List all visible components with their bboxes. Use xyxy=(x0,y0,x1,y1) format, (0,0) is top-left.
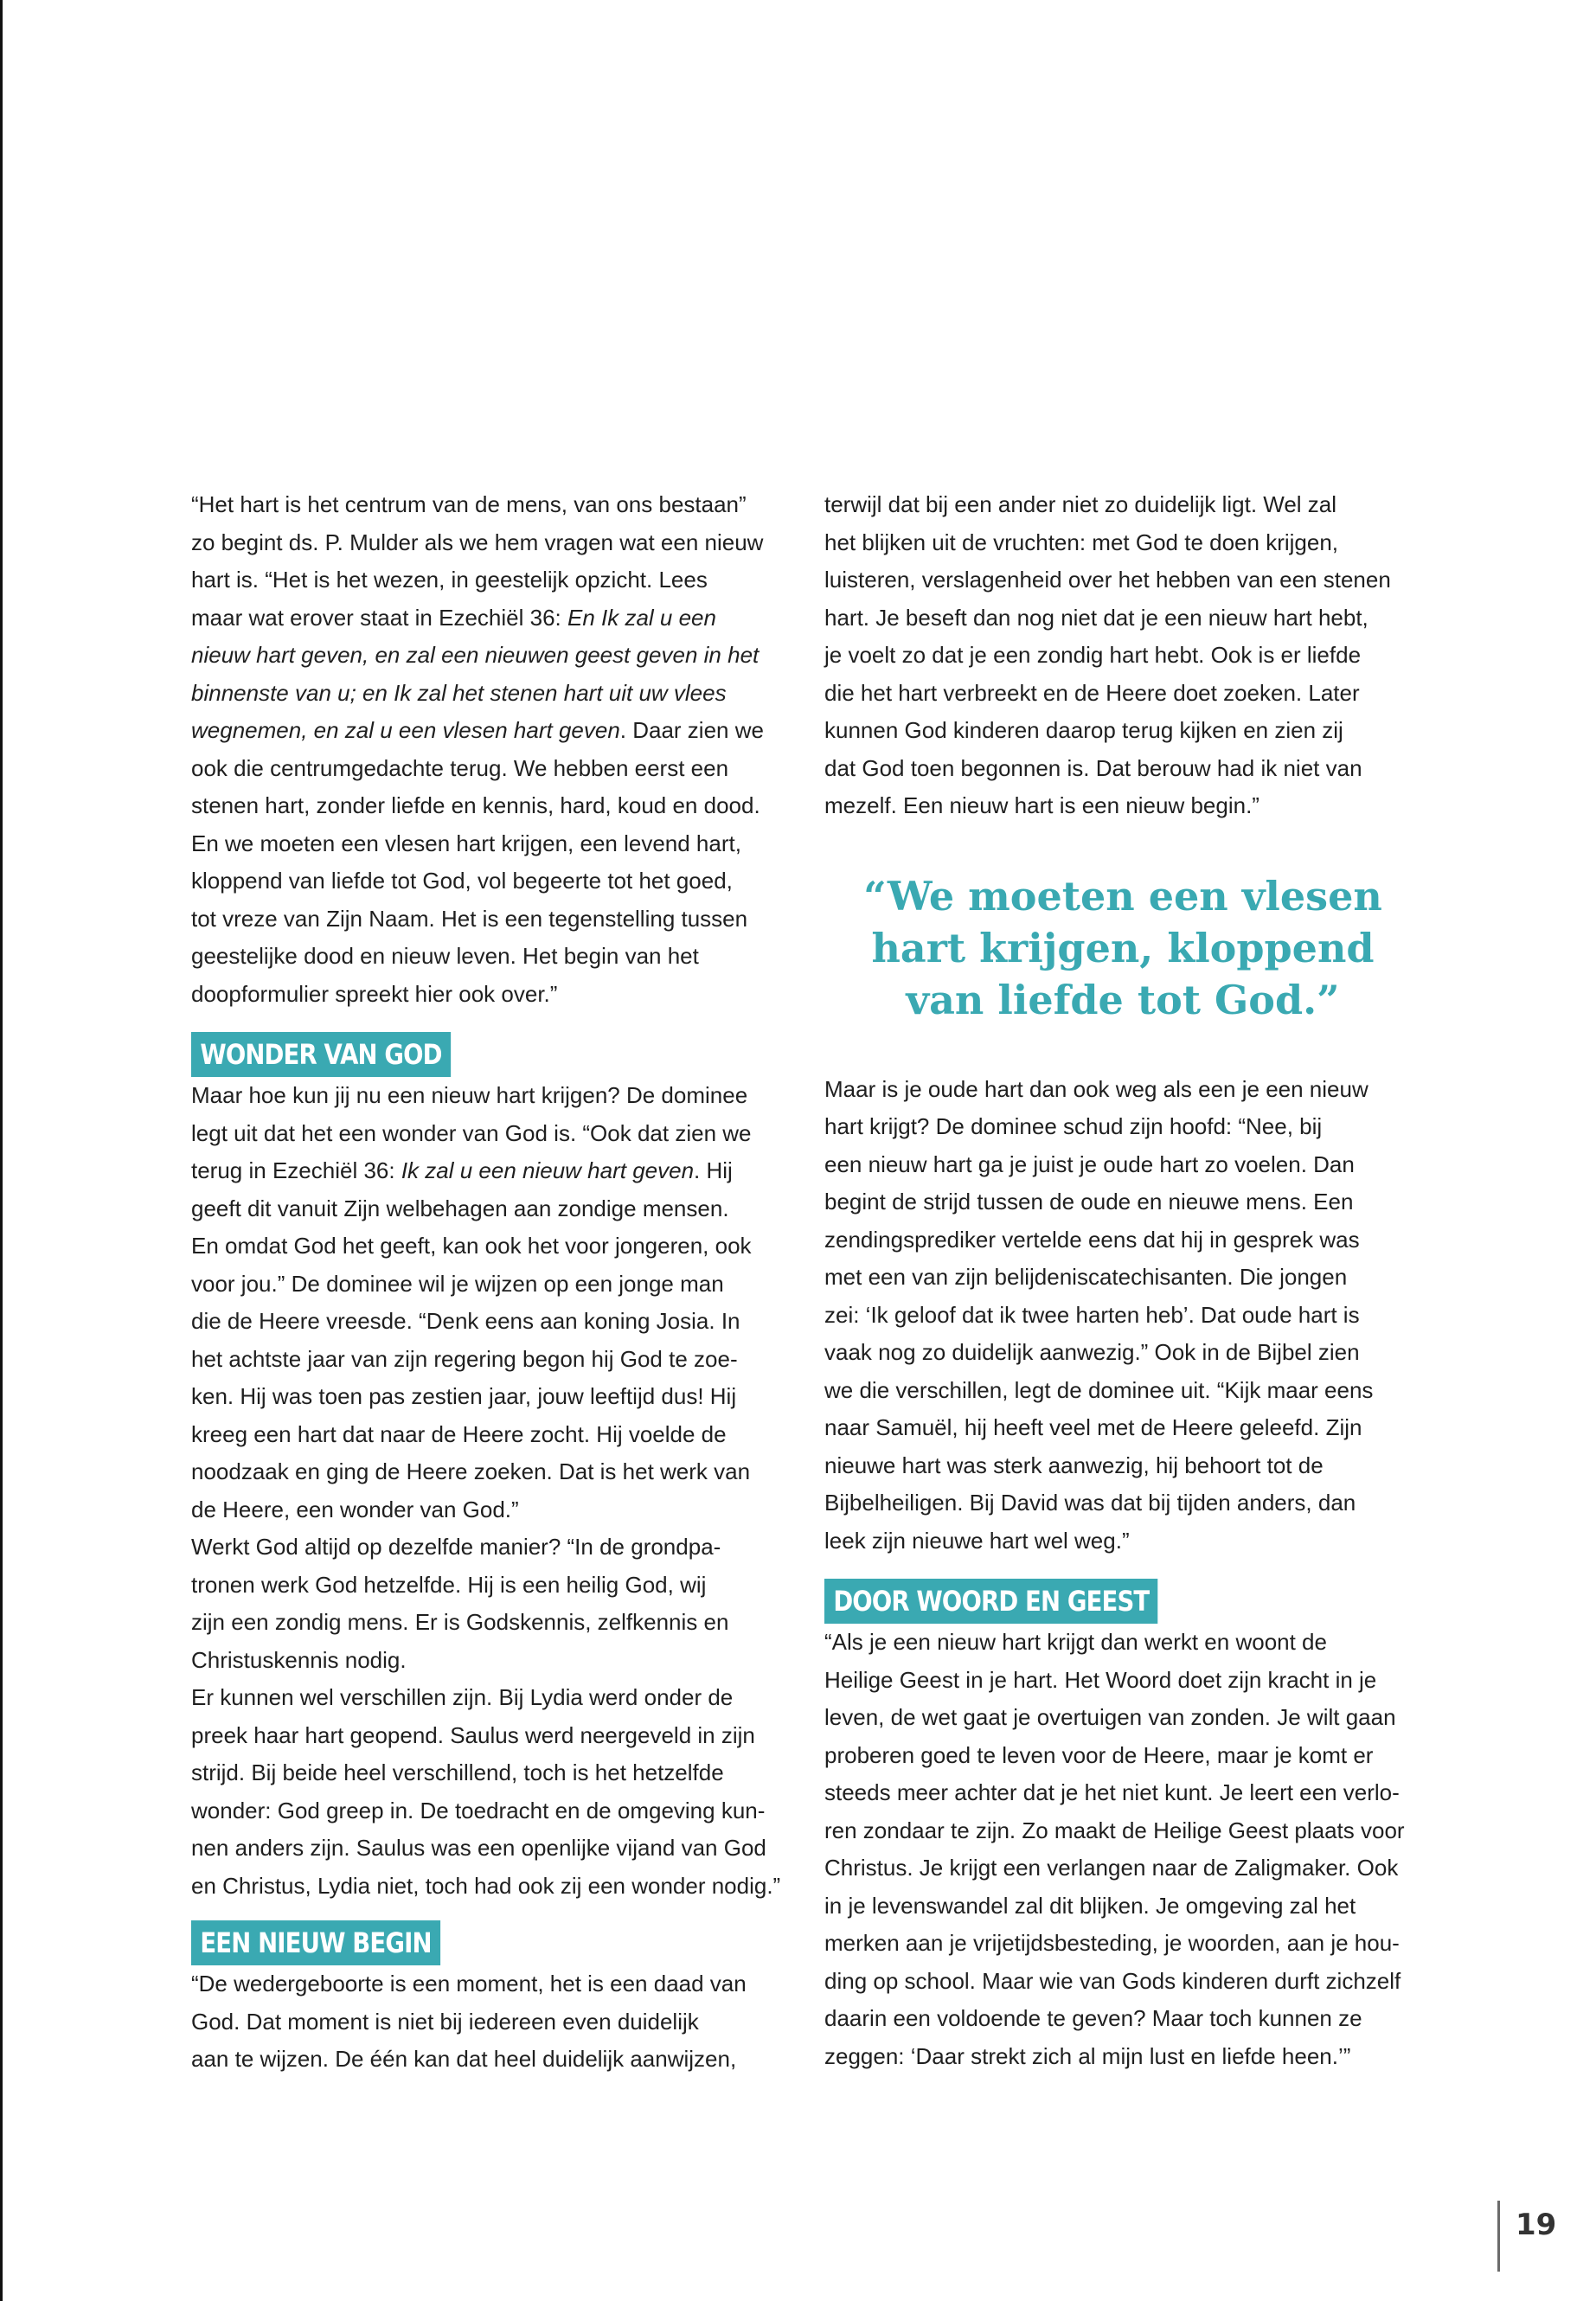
text-line: Christus. Je krijgt een verlangen naar de Zaligmaker. Ook xyxy=(824,1855,1399,1881)
text-line: merken aan je vrijetijdsbesteding, je woorden, aan je hou- xyxy=(824,1930,1400,1956)
scripture-quote: En Ik zal u een xyxy=(567,604,716,631)
text-line: je voelt zo dat je een zondig hart hebt. Ook is er liefde xyxy=(824,642,1362,668)
text-line: in je levenswandel zal dit blijken. Je omgeving zal het xyxy=(824,1892,1356,1919)
text-line: Werkt God altijd op dezelfde manier? “In de grondpa- xyxy=(191,1534,721,1560)
oude-hart-paragraph xyxy=(824,1071,1421,1561)
text-line: die het hart verbreekt en de Heere doet zoeken. Later xyxy=(824,679,1360,706)
left-column xyxy=(191,486,788,2079)
text-line: kunnen God kinderen daarop terug kijken en zien zij xyxy=(824,717,1343,743)
text-line: “Het hart is het centrum van de mens, van ons bestaan” xyxy=(191,491,747,517)
text-line: En omdat God het geeft, kan ook het voor jongeren, ook xyxy=(191,1233,752,1259)
woord-paragraph xyxy=(824,1624,1421,2075)
text-line: “De wedergeboorte is een moment, het is een daad van xyxy=(191,1971,747,1997)
text-line: ding op school. Maar wie van Gods kinderen durft zichzelf xyxy=(824,1967,1401,1994)
text-line: tronen werk God hetzelfde. Hij is een heilig God, wij xyxy=(191,1571,707,1598)
text-line: nen anders zijn. Saulus was een openlijke vijand van God xyxy=(191,1835,766,1861)
pull-quote xyxy=(824,870,1421,1026)
text-line: kloppend van liefde tot God, vol begeerte tot het goed, xyxy=(191,868,733,894)
text-line: zeggen: ‘Daar strekt zich al mijn lust en liefde heen.’” xyxy=(824,2042,1351,2069)
text-line: En we moeten een vlesen hart krijgen, een levend hart, xyxy=(191,830,741,856)
text-line: het blijken uit de vruchten: met God te doen krijgen, xyxy=(824,529,1339,555)
page-number-bar xyxy=(1497,2201,1500,2272)
text-line: dat God toen begonnen is. Dat berouw had ik niet van xyxy=(824,754,1362,781)
text-line: Maar hoe kun jij nu een nieuw hart krijgen? De dominee xyxy=(191,1082,748,1108)
wonder-paragraph xyxy=(191,1077,788,1905)
text-line: zijn een zondig mens. Er is Godskennis, zelfkennis en xyxy=(191,1609,729,1635)
text-line: terug in Ezechiël 36: Ik zal u een nieuw hart geven. Hij xyxy=(191,1157,733,1183)
text-line: wonder: God greep in. De toedracht en de omgeving kun- xyxy=(191,1797,766,1823)
text-line: ren zondaar te zijn. Zo maakt de Heilige Geest plaats voor xyxy=(824,1817,1405,1843)
text-line: preek haar hart geopend. Saulus werd neergeveld in zijn xyxy=(191,1721,755,1748)
page-edge-line xyxy=(0,0,3,2301)
text-line: met een van zijn belijdeniscatechisanten. Die jongen xyxy=(824,1264,1348,1290)
text-line: ken. Hij was toen pas zestien jaar, jouw leeftijd dus! Hij xyxy=(191,1383,737,1409)
text-line: God. Dat moment is niet bij iedereen even duidelijk xyxy=(191,2008,699,2035)
section-heading-woord xyxy=(824,1579,1421,1624)
text-line: een nieuw hart ga je juist je oude hart zo voelen. Dan xyxy=(824,1150,1355,1177)
text-line: maar wat erover staat in Ezechiël 36: En Ik zal u een xyxy=(191,604,716,631)
heading-door-woord-en-geest: DOOR WOORD EN GEEST xyxy=(824,1579,1158,1624)
text-line: aan te wijzen. De één kan dat heel duidelijk aanwijzen, xyxy=(191,2046,737,2072)
scripture-quote: wegnemen, en zal u een vlesen hart geven xyxy=(191,717,620,743)
pull-quote-line: hart krijgen, kloppend xyxy=(871,924,1375,971)
text-line: geeft dit vanuit Zijn welbehagen aan zondige mensen. xyxy=(191,1195,729,1221)
text-line: leven, de wet gaat je overtuigen van zonden. Je wilt gaan xyxy=(824,1704,1396,1730)
text-line: geestelijke dood en nieuw leven. Het begin van het xyxy=(191,943,699,969)
section-heading-begin xyxy=(191,1920,788,1965)
text-line xyxy=(191,675,788,713)
text-line: de Heere, een wonder van God.” xyxy=(191,1496,519,1522)
text-line: Er kunnen wel verschillen zijn. Bij Lydia werd onder de xyxy=(191,1684,734,1710)
page-number: 19 xyxy=(1516,2208,1557,2242)
text-line: wegnemen, en zal u een vlesen hart geven. Daar zien we xyxy=(191,717,764,743)
pull-quote-line: “We moeten een vlesen xyxy=(863,872,1382,920)
text-line: zei: ‘Ik geloof dat ik twee harten heb’. Dat oude hart is xyxy=(824,1301,1360,1328)
text-line: kreeg een hart dat naar de Heere zocht. Hij voelde de xyxy=(191,1420,727,1447)
scripture-quote: binnenste van u; en Ik zal het stenen hart uit uw vlees xyxy=(191,679,727,706)
text-line: proberen goed te leven voor de Heere, maar je komt er xyxy=(824,1741,1374,1768)
text-line: vaak nog zo duidelijk aanwezig.” Ook in de Bijbel zien xyxy=(824,1339,1360,1365)
text-line: Bijbelheiligen. Bij David was dat bij tijden anders, dan xyxy=(824,1490,1356,1516)
text-line: tot vreze van Zijn Naam. Het is een tegenstelling tussen xyxy=(191,905,748,932)
begin-paragraph xyxy=(191,1965,788,2079)
text-line: we die verschillen, legt de dominee uit. “Kijk maar eens xyxy=(824,1376,1374,1403)
pull-quote-line: van liefde tot God.” xyxy=(906,976,1340,1023)
section-heading-wonder xyxy=(191,1032,788,1077)
heading-wonder-van-god: WONDER VAN GOD xyxy=(191,1032,451,1077)
text-line: naar Samuël, hij heeft veel met de Heere geleefd. Zijn xyxy=(824,1414,1362,1440)
text-line: ook die centrumgedachte terug. We hebben eerst een xyxy=(191,754,729,781)
text-line: zendingsprediker vertelde eens dat hij in gesprek was xyxy=(824,1226,1360,1253)
text-line: hart. Je beseft dan nog niet dat je een nieuw hart hebt, xyxy=(824,604,1368,631)
right-column xyxy=(824,486,1421,2075)
text-line: zo begint ds. P. Mulder als we hem vragen wat een nieuw xyxy=(191,529,764,555)
text-line: strijd. Bij beide heel verschillend, toch is het hetzelfde xyxy=(191,1759,724,1785)
text-line: luisteren, verslagenheid over het hebben van een stenen xyxy=(824,567,1391,593)
text-line: Christuskennis nodig. xyxy=(191,1646,407,1673)
text-line: terwijl dat bij een ander niet zo duidelijk ligt. Wel zal xyxy=(824,491,1337,517)
text-line: Heilige Geest in je hart. Het Woord doet zijn kracht in je xyxy=(824,1666,1377,1693)
text-line: doopformulier spreekt hier ook over.” xyxy=(191,980,558,1007)
text-line: hart is. “Het is het wezen, in geestelijk opzicht. Lees xyxy=(191,567,708,593)
text-line: hart krijgt? De dominee schud zijn hoofd: “Nee, bij xyxy=(824,1113,1323,1139)
continued-paragraph xyxy=(824,486,1421,825)
scripture-quote: Ik zal u een nieuw hart geven xyxy=(401,1157,695,1183)
text-line: Maar is je oude hart dan ook weg als een je een nieuw xyxy=(824,1075,1368,1102)
text-line: voor jou.” De dominee wil je wijzen op een jonge man xyxy=(191,1270,724,1297)
text-line: legt uit dat het een wonder van God is. “Ook dat zien we xyxy=(191,1119,752,1146)
scripture-quote: nieuw hart geven, en zal een nieuwen geest geven in het xyxy=(191,642,760,668)
text-line: en Christus, Lydia niet, toch had ook zij een wonder nodig.” xyxy=(191,1872,781,1899)
text-line: die de Heere vreesde. “Denk eens aan koning Josia. In xyxy=(191,1308,740,1334)
intro-paragraph xyxy=(191,486,788,1013)
text-line: het achtste jaar van zijn regering begon hij God te zoe- xyxy=(191,1345,738,1372)
text-line: noodzaak en ging de Heere zoeken. Dat is het werk van xyxy=(191,1458,751,1484)
heading-een-nieuw-begin: EEN NIEUW BEGIN xyxy=(191,1920,440,1965)
text-line: steeds meer achter dat je het niet kunt. Je leert een verlo- xyxy=(824,1779,1400,1805)
text-line: “Als je een nieuw hart krijgt dan werkt en woont de xyxy=(824,1629,1327,1655)
text-line: mezelf. Een nieuw hart is een nieuw begin.” xyxy=(824,792,1259,818)
text-line: begint de strijd tussen de oude en nieuwe mens. Een xyxy=(824,1189,1354,1215)
text-line: nieuwe hart was sterk aanwezig, hij behoort tot de xyxy=(824,1452,1324,1478)
text-line: leek zijn nieuwe hart wel weg.” xyxy=(824,1527,1130,1554)
text-line: stenen hart, zonder liefde en kennis, hard, koud en dood. xyxy=(191,792,760,818)
text-line xyxy=(191,637,788,675)
text-line: daarin een voldoende te geven? Maar toch kunnen ze xyxy=(824,2005,1362,2031)
